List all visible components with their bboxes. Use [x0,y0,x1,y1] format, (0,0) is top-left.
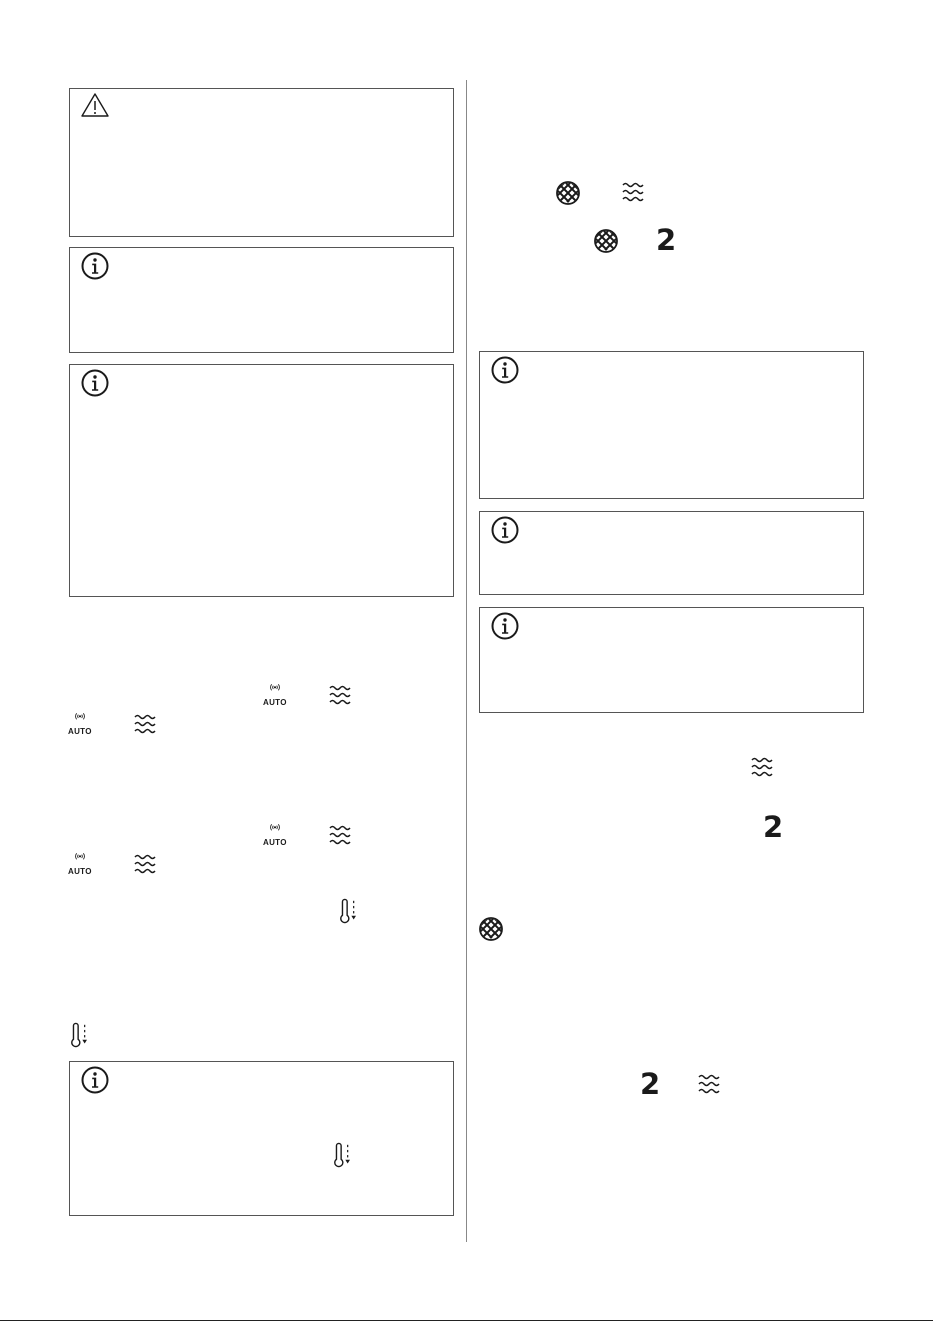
digit-two-symbol: 2 [763,810,784,844]
thermometer-down-icon [336,898,362,926]
info-box-6 [479,607,864,713]
info-box-2 [69,364,454,597]
info-icon [80,1065,110,1095]
page-bottom-rule [0,1320,933,1321]
info-box-4 [479,351,864,499]
thermometer-down-icon [330,1142,356,1170]
moisture-waves-icon [133,853,157,875]
auto-mode-icon [65,851,95,867]
column-divider [466,80,467,1242]
moisture-waves-icon [133,713,157,735]
fan-grid-icon [555,180,581,206]
info-box-3 [69,1061,454,1216]
info-box-1 [69,247,454,353]
auto-mode-label: AUTO [263,698,287,707]
info-icon [490,611,520,641]
fan-grid-icon [593,228,619,254]
info-icon [80,251,110,281]
warning-triangle-icon [80,92,110,118]
info-box-5 [479,511,864,595]
fan-grid-icon [478,916,504,942]
digit-two-symbol: 2 [640,1067,661,1101]
digit-two-symbol: 2 [656,223,677,257]
info-icon [490,515,520,545]
auto-mode-label: AUTO [68,727,92,736]
auto-mode-label: AUTO [68,867,92,876]
auto-mode-label: AUTO [263,838,287,847]
auto-mode-icon [65,711,95,727]
warning-box [69,88,454,237]
thermometer-down-icon [67,1022,93,1050]
moisture-waves-icon [328,684,352,706]
moisture-waves-icon [621,181,645,203]
info-icon [490,355,520,385]
auto-mode-icon [260,822,290,838]
moisture-waves-icon [697,1073,721,1095]
moisture-waves-icon [328,824,352,846]
info-icon [80,368,110,398]
moisture-waves-icon [750,756,774,778]
auto-mode-icon [260,682,290,698]
